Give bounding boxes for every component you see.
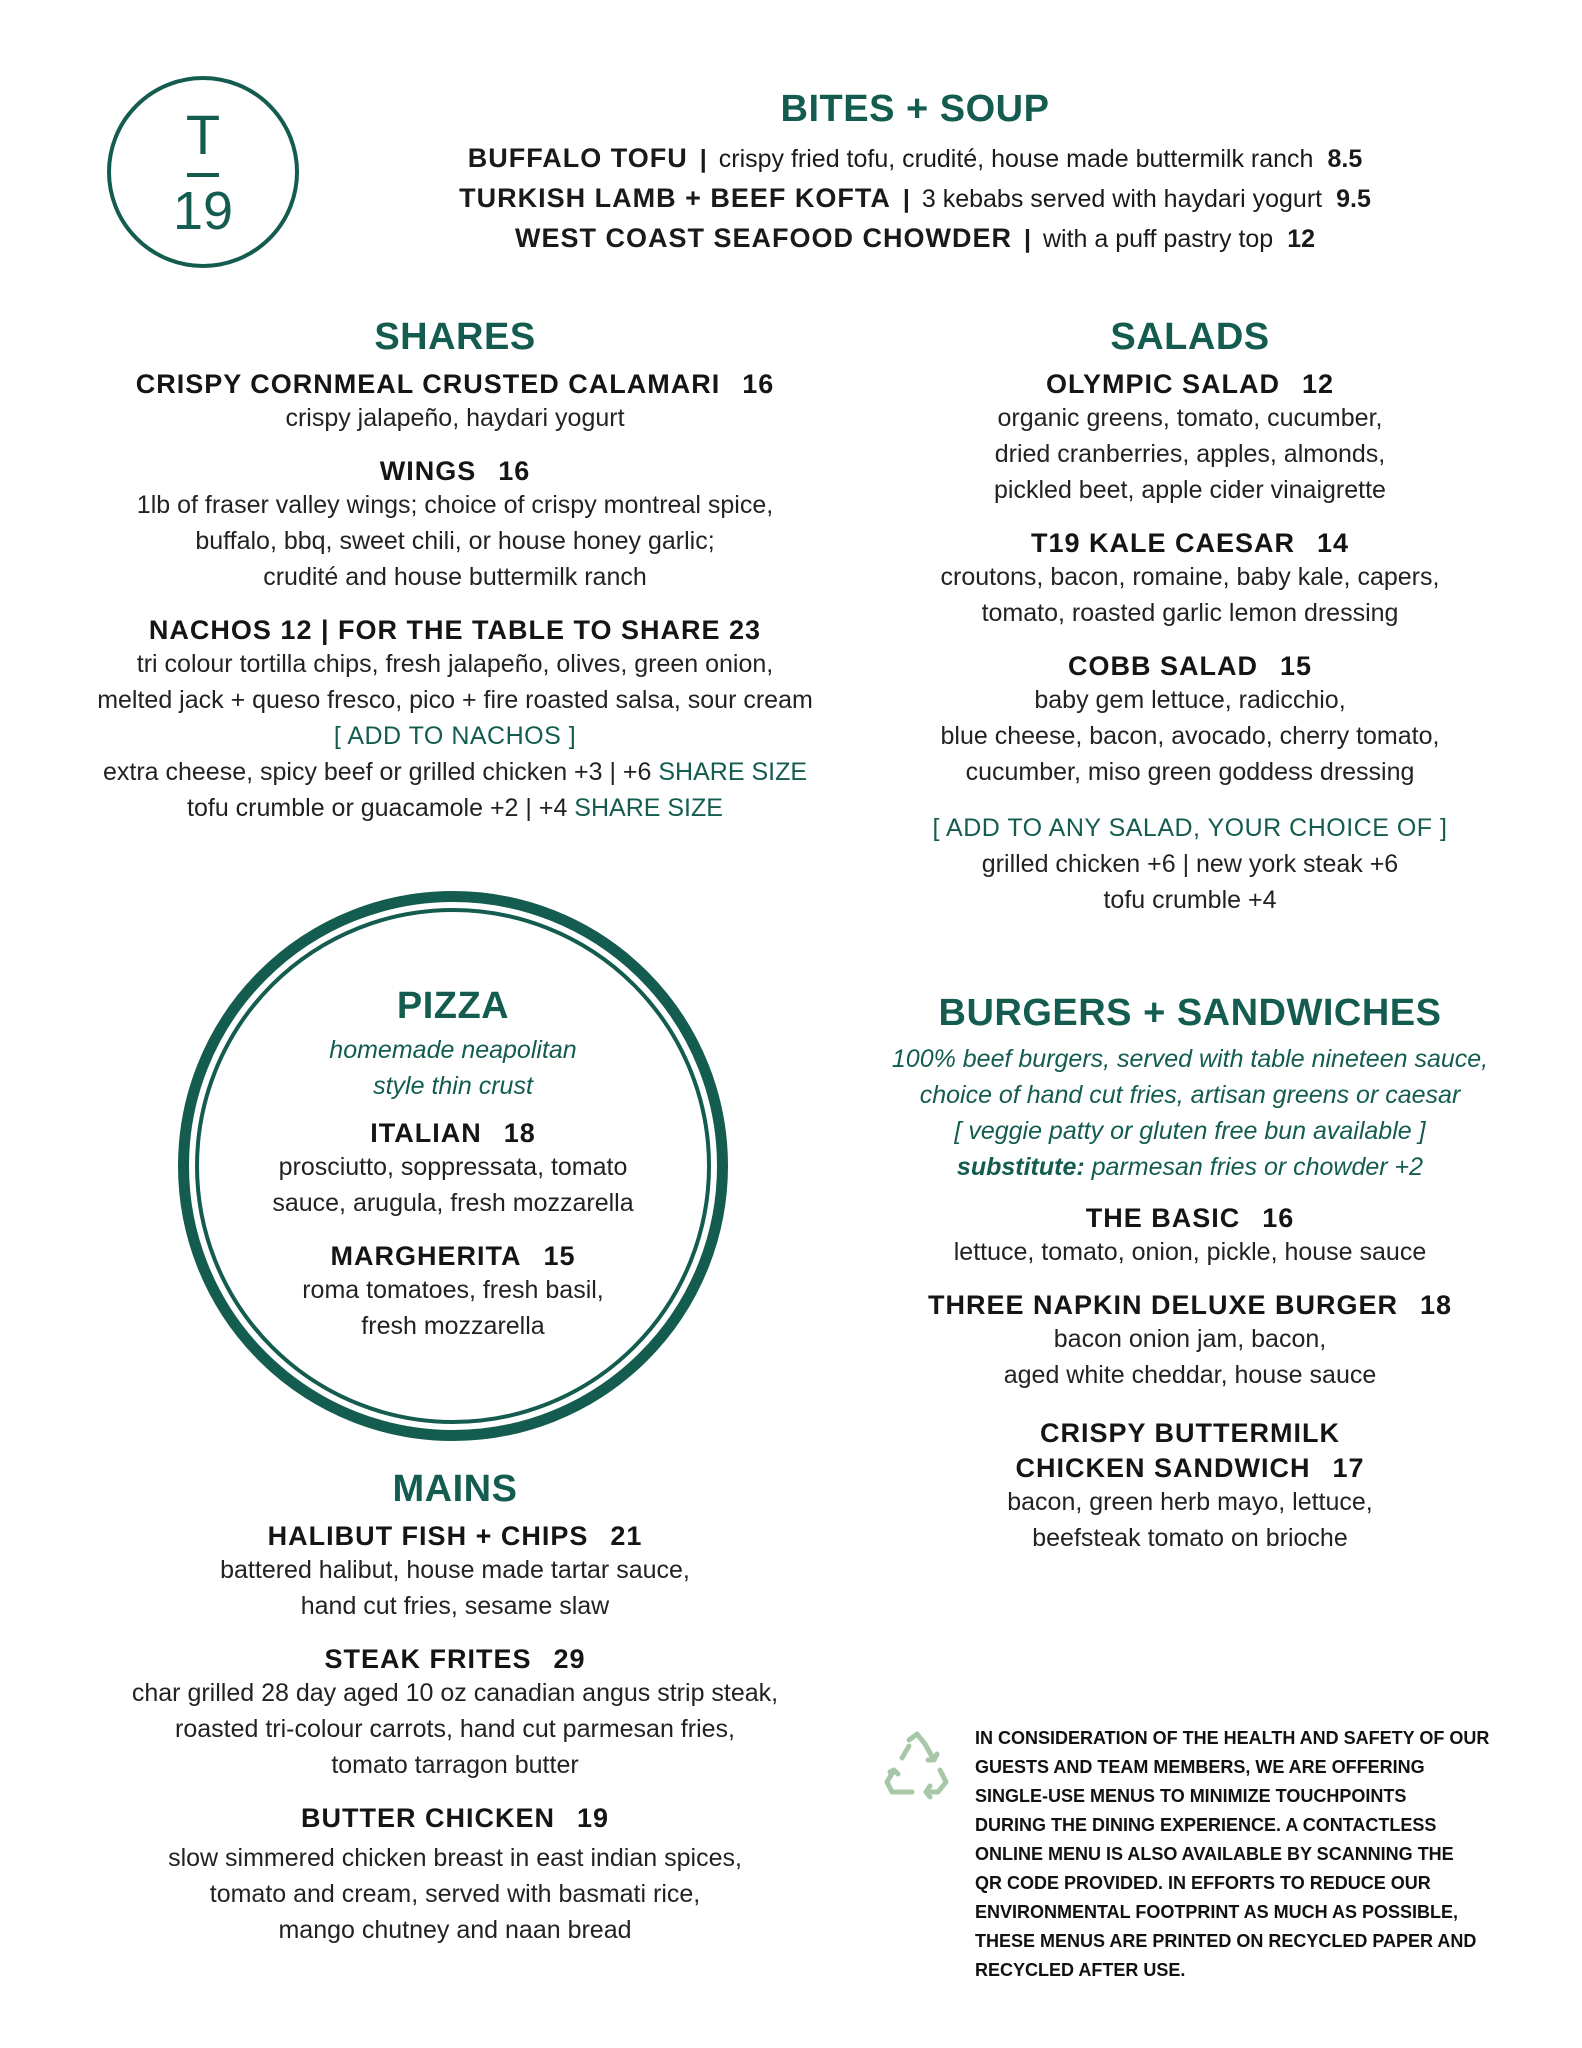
add-on-line: grilled chicken +6 | new york steak +6 [981, 850, 1399, 878]
mains-title: MAINS [392, 1468, 518, 1510]
burgers-intro: choice of hand cut fries, artisan greens or caesar [919, 1081, 1461, 1109]
notice-line: ONLINE MENU IS ALSO AVAILABLE BY SCANNING THE [975, 1844, 1454, 1864]
item-desc: prosciutto, soppressata, tomato [278, 1153, 628, 1181]
pizza-subtitle: homemade neapolitan [329, 1036, 577, 1064]
notice-line: ENVIRONMENTAL FOOTPRINT AS MUCH AS POSSIBLE, [975, 1902, 1459, 1922]
notice-line: SINGLE-USE MENUS TO MINIMIZE TOUCHPOINTS [975, 1786, 1407, 1806]
item-desc: cucumber, miso green goddess dressing [965, 758, 1415, 786]
item-desc: lettuce, tomato, onion, pickle, house sauce [953, 1238, 1427, 1266]
add-on-line: tofu crumble or guacamole +2 | +4 SHARE SIZE [187, 794, 723, 822]
item-desc: with a puff pastry top [1042, 225, 1274, 253]
item-desc: croutons, bacon, romaine, baby kale, capers, [940, 563, 1440, 591]
item-price: 15 [543, 1241, 576, 1271]
item-name: COBB SALAD [1067, 651, 1258, 681]
notice-line: QR CODE PROVIDED. IN EFFORTS TO REDUCE OUR [975, 1873, 1431, 1893]
menu-item [380, 139, 1450, 179]
item-price: 8.5 [1327, 145, 1363, 173]
item-desc: crudité and house buttermilk ranch [263, 563, 647, 591]
menu-item [228, 1241, 678, 1344]
item-price: 16 [742, 369, 775, 399]
item-desc: slow simmered chicken breast in east indian spices, [168, 1844, 742, 1872]
item-desc: crispy jalapeño, haydari yogurt [285, 404, 625, 432]
item-price: 12 [1287, 225, 1316, 253]
notice-line: IN CONSIDERATION OF THE HEALTH AND SAFETY OF OUR [975, 1728, 1490, 1748]
item-desc: pickled beet, apple cider vinaigrette [994, 476, 1386, 504]
menu-item [60, 369, 850, 436]
burgers-section [860, 992, 1520, 1576]
burgers-substitute: substitute: parmesan fries or chowder +2 [956, 1153, 1424, 1181]
pizza-title: PIZZA [396, 985, 510, 1027]
item-desc: roma tomatoes, fresh basil, [302, 1276, 604, 1304]
item-price: 16 [498, 456, 531, 486]
menu-item [380, 219, 1450, 259]
menu-item [860, 1413, 1520, 1556]
item-desc: 1lb of fraser valley wings; choice of crispy montreal spice, [136, 491, 774, 519]
item-desc: tomato and cream, served with basmati rice, [209, 1880, 701, 1908]
item-desc: melted jack + queso fresco, pico + fire roasted salsa, sour cream [97, 686, 813, 714]
item-name: CRISPY CORNMEAL CRUSTED CALAMARI [135, 369, 721, 399]
share-size-label: SHARE SIZE [567, 794, 723, 822]
menu-item [60, 456, 850, 595]
bites-title: BITES + SOUP [780, 88, 1050, 130]
logo-divider [187, 173, 219, 177]
item-desc: sauce, arugula, fresh mozzarella [272, 1189, 634, 1217]
menu-item [860, 1203, 1520, 1270]
item-desc: organic greens, tomato, cucumber, [997, 404, 1383, 432]
item-price: 19 [576, 1803, 610, 1833]
add-on-line: extra cheese, spicy beef or grilled chicken +3 | +6 SHARE SIZE [102, 758, 808, 786]
item-price: 17 [1332, 1453, 1365, 1483]
item-price: 18 [1420, 1290, 1453, 1320]
item-name: BUFFALO TOFU [467, 143, 688, 173]
item-name: HALIBUT FISH + CHIPS [267, 1521, 589, 1551]
notice-line: RECYCLED AFTER USE. [975, 1960, 1186, 1980]
menu-item [880, 369, 1500, 508]
share-size-label: SHARE SIZE [651, 758, 808, 786]
item-desc: tri colour tortilla chips, fresh jalapeño, olives, green onion, [136, 650, 774, 678]
item-desc: crispy fried tofu, crudité, house made buttermilk ranch [718, 145, 1314, 173]
pizza-subtitle: style thin crust [373, 1072, 533, 1100]
item-name: WEST COAST SEAFOOD CHOWDER [514, 223, 1012, 253]
item-desc: beefsteak tomato on brioche [1032, 1524, 1348, 1552]
item-desc: bacon onion jam, bacon, [1053, 1325, 1327, 1353]
item-price: 16 [1262, 1203, 1295, 1233]
item-price: 9.5 [1336, 185, 1371, 213]
item-desc: mango chutney and naan bread [278, 1916, 632, 1944]
item-desc: roasted tri-colour carrots, hand cut parmesan fries, [175, 1715, 735, 1743]
salads-title: SALADS [1110, 316, 1270, 358]
burgers-title: BURGERS + SANDWICHES [938, 992, 1442, 1034]
item-name: THE BASIC [1085, 1203, 1241, 1233]
item-desc: hand cut fries, sesame slaw [300, 1592, 610, 1620]
item-name: CHICKEN SANDWICH [1015, 1453, 1311, 1483]
menu-item-nachos [60, 615, 850, 826]
item-name: NACHOS 12 | FOR THE TABLE TO SHARE 23 [148, 615, 762, 645]
item-desc: dried cranberries, apples, almonds, [994, 440, 1386, 468]
separator: | [1023, 225, 1031, 253]
recycle-icon [882, 1730, 952, 1800]
shares-title: SHARES [374, 316, 536, 358]
item-name: TURKISH LAMB + BEEF KOFTA [459, 183, 891, 213]
menu-item [60, 1803, 850, 1948]
burgers-intro: [ veggie patty or gluten free bun available ] [954, 1117, 1426, 1145]
salads-section [880, 316, 1500, 918]
shares-section [60, 316, 850, 846]
pizza-section [228, 985, 678, 1364]
add-on-heading: [ ADD TO NACHOS ] [333, 722, 577, 750]
menu-item [880, 528, 1500, 631]
menu-item [880, 651, 1500, 790]
item-desc: blue cheese, bacon, avocado, cherry tomato, [940, 722, 1440, 750]
item-name: BUTTER CHICKEN [300, 1803, 555, 1833]
item-name: MARGHERITA [330, 1241, 522, 1271]
menu-item [380, 179, 1450, 219]
item-price: 29 [553, 1644, 586, 1674]
mains-section [60, 1468, 850, 1968]
item-name: ITALIAN [370, 1118, 482, 1148]
item-price: 15 [1279, 651, 1313, 681]
item-price: 14 [1317, 528, 1350, 558]
logo-letter: T [185, 103, 221, 166]
item-name: OLYMPIC SALAD [1045, 369, 1280, 399]
separator: | [902, 185, 910, 213]
health-safety-notice [975, 1724, 1515, 1985]
notice-line: DURING THE DINING EXPERIENCE. A CONTACTLESS [975, 1815, 1437, 1835]
item-name: WINGS [379, 456, 477, 486]
item-name: CRISPY BUTTERMILK [1039, 1418, 1340, 1448]
item-price: 18 [503, 1118, 536, 1148]
logo-number: 19 [172, 181, 234, 241]
item-name: STEAK FRITES [324, 1644, 532, 1674]
item-desc: aged white cheddar, house sauce [1003, 1361, 1377, 1389]
menu-item [228, 1118, 678, 1221]
add-on-heading: [ ADD TO ANY SALAD, YOUR CHOICE OF ] [932, 814, 1448, 842]
item-desc: bacon, green herb mayo, lettuce, [1007, 1488, 1373, 1516]
notice-line: GUESTS AND TEAM MEMBERS, WE ARE OFFERING [975, 1757, 1425, 1777]
restaurant-logo [107, 76, 299, 268]
menu-item [60, 1644, 850, 1783]
item-name: T19 KALE CAESAR [1030, 528, 1295, 558]
item-name: THREE NAPKIN DELUXE BURGER [927, 1290, 1398, 1320]
notice-line: THESE MENUS ARE PRINTED ON RECYCLED PAPER AND [975, 1931, 1477, 1951]
item-desc: char grilled 28 day aged 10 oz canadian angus strip steak, [131, 1679, 779, 1707]
menu-item [860, 1290, 1520, 1393]
item-desc: baby gem lettuce, radicchio, [1034, 686, 1346, 714]
item-desc: buffalo, bbq, sweet chili, or house honey garlic; [195, 527, 715, 555]
item-desc: 3 kebabs served with haydari yogurt [921, 185, 1323, 213]
item-price: 21 [610, 1521, 643, 1551]
separator: | [699, 145, 707, 173]
item-desc: tomato, roasted garlic lemon dressing [981, 599, 1399, 627]
item-price: 12 [1301, 369, 1335, 399]
burgers-intro: 100% beef burgers, served with table nineteen sauce, [891, 1045, 1489, 1073]
add-on-line: tofu crumble +4 [1103, 886, 1277, 914]
item-desc: fresh mozzarella [361, 1312, 545, 1340]
item-desc: tomato tarragon butter [331, 1751, 579, 1779]
menu-item [60, 1521, 850, 1624]
salad-add-ons [880, 810, 1500, 918]
bites-section [380, 88, 1450, 259]
item-desc: battered halibut, house made tartar sauce, [220, 1556, 690, 1584]
